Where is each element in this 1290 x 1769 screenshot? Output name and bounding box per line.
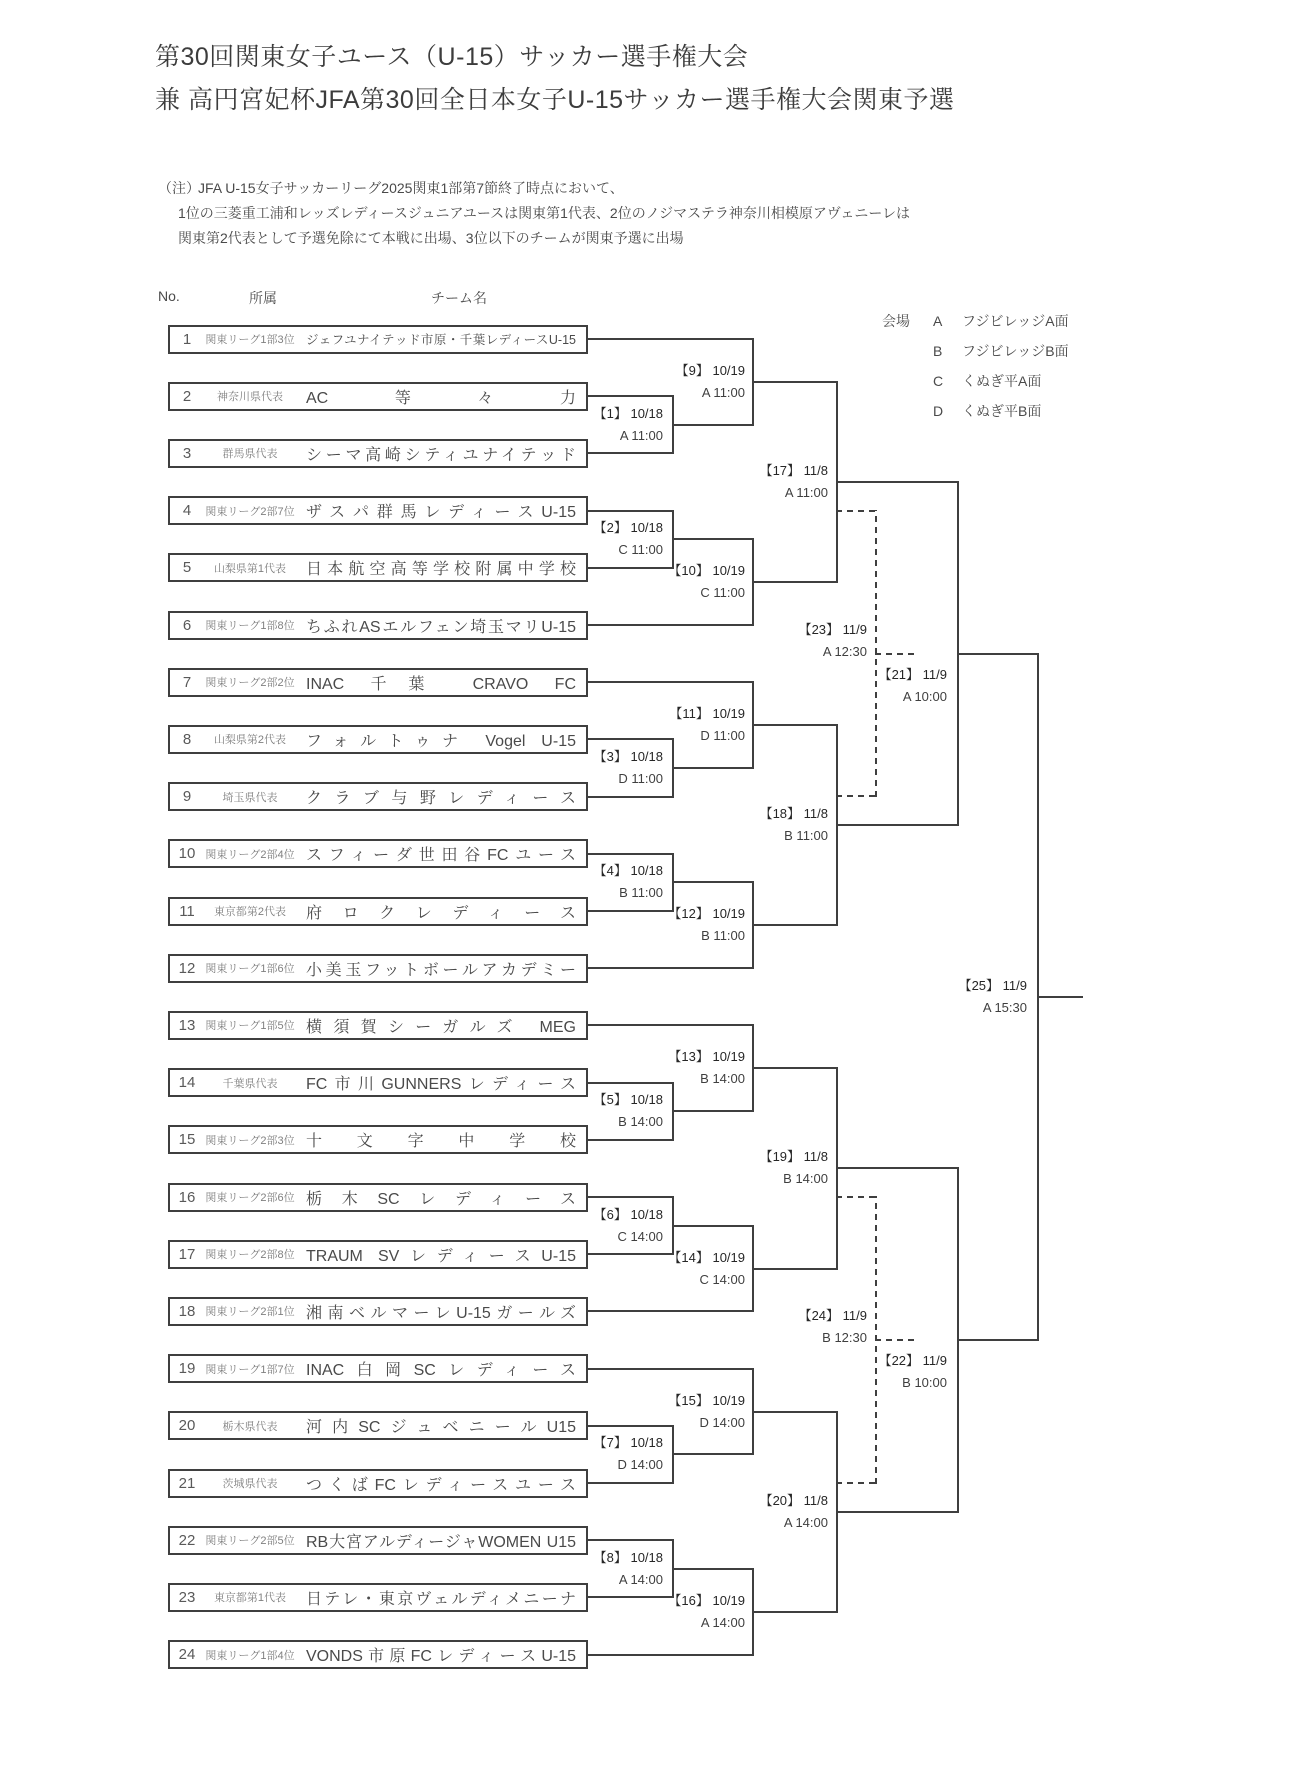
team-row [168,1183,588,1212]
team-name: 日本航空高等学校附属中学校 [306,561,576,579]
team-row [168,1297,588,1326]
team-row [168,954,588,983]
match-number-date: 【8】 10/18 [593,1549,663,1565]
team-affiliation: 関東リーグ1部7位 [205,1363,295,1376]
team-affiliation: 千葉県代表 [222,1077,278,1090]
match-venue-time: B 12:30 [822,1330,867,1345]
column-header-affiliation: 所属 [249,290,277,306]
bracket-line [752,1411,838,1413]
match-number-date: 【6】 10/18 [593,1206,663,1222]
team-row [168,553,588,582]
venue-name: フジビレッジA面 [962,313,1069,329]
team-name: FC市川GUNNERSレディース [306,1076,576,1094]
bracket-line [587,853,674,855]
bracket-line [957,1339,1039,1341]
team-row [168,668,588,697]
page-title [155,36,955,122]
note-text-2: 1位の三菱重工浦和レッズレディースジュニアユースは関東第1代表、2位のノジマステラ神奈川相模原アヴェニーレは [178,205,911,221]
match-label [533,517,663,561]
bracket-line [672,1453,754,1455]
team-row [168,782,588,811]
team-name: TRAUM SVレディースU-15 [306,1247,576,1265]
team-number: 23 [178,1588,196,1606]
column-header-no: No. [158,288,180,304]
team-affiliation: 関東リーグ1部8位 [205,620,295,632]
bracket-line [587,510,674,512]
team-row [168,1526,588,1555]
bracket-line [875,653,918,655]
bracket-line [587,452,674,454]
venue-name: くぬぎ平B面 [962,403,1042,419]
match-number-date: 【21】 11/9 [878,666,947,682]
match-label [615,1590,745,1634]
match-venue-time: C 11:00 [618,542,663,558]
bracket-line [1037,996,1083,998]
bracket-line [587,624,754,626]
team-name: つくばFCレディースユース [306,1476,576,1494]
match-number-date: 【17】 11/8 [759,463,828,478]
bracket-line [752,1067,838,1069]
match-label [615,1046,745,1090]
venue-code: A [933,313,943,329]
team-affiliation: 東京都第1代表 [213,1592,287,1605]
team-number: 6 [182,616,192,634]
team-row [168,439,588,468]
bracket-line [672,538,754,540]
match-label [533,1204,663,1248]
match-label [615,1390,745,1434]
match-number-date: 【4】 10/18 [593,863,663,879]
team-name: RB大宮アルディージャWOMEN U15 [306,1533,576,1551]
venue-row [882,396,1069,426]
bracket-line [672,1225,754,1227]
team-name: 小美玉フットボールアカデミー [306,961,576,979]
bracket-line [836,1482,877,1484]
team-affiliation: 神奈川県代表 [217,391,283,404]
team-number: 16 [178,1188,196,1206]
match-label [533,1432,663,1476]
match-venue-time: B 10:00 [902,1375,947,1390]
venue-row [882,306,1069,336]
match-label [897,975,1027,1019]
match-label [615,360,745,404]
team-name: 府ロクレディース [306,904,576,922]
team-affiliation: 関東リーグ1部6位 [205,963,295,976]
team-affiliation: 関東リーグ2部3位 [205,1134,295,1147]
match-label [615,1247,745,1291]
team-number: 3 [182,444,192,462]
note-block [158,176,910,251]
bracket-line [752,724,838,726]
match-venue-time: A 14:00 [618,1571,663,1587]
team-row [168,496,588,525]
team-name: INAC 千葉 CRAVO FC [306,675,576,693]
team-name: ザスパ群馬レディースU-15 [306,504,576,522]
team-number: 9 [182,788,192,806]
match-number-date: 【11】 10/19 [669,706,745,722]
match-venue-time: A 10:00 [902,688,947,704]
match-venue-time: B 14:00 [700,1071,745,1087]
bracket-line [836,1511,959,1513]
team-number: 8 [182,730,192,748]
match-venue-time: B 11:00 [619,885,663,901]
match-number-date: 【5】 10/18 [593,1092,663,1108]
match-venue-time: A 11:00 [701,384,745,400]
team-number: 10 [178,845,196,863]
team-name: AC等々力 [306,389,576,407]
team-row [168,325,588,354]
bracket-line [587,796,674,798]
match-label [698,1146,828,1190]
bracket-line [875,1339,918,1341]
bracket-line [672,881,754,883]
team-name: 栃木SCレディース [306,1190,576,1208]
venue-legend-label: 会場 [882,313,910,329]
match-venue-time: D 11:00 [700,728,745,744]
venue-name: フジビレッジB面 [962,343,1069,359]
bracket-line [672,1568,754,1570]
team-number: 4 [182,502,192,520]
team-name: ちふれASエルフェン埼玉マリU-15 [306,618,576,636]
team-affiliation: 山梨県第1代表 [213,562,287,575]
column-header-team: チーム名 [431,290,487,306]
match-venue-time: B 14:00 [618,1114,663,1130]
venue-code: C [933,373,944,389]
match-venue-time: B 11:00 [701,928,745,944]
bracket-line [587,1654,754,1656]
team-number: 14 [178,1074,196,1092]
match-number-date: 【10】 10/19 [668,563,745,579]
team-affiliation: 関東リーグ2部4位 [205,848,295,861]
match-label [737,619,867,663]
team-name: 横須賀シーガルズ MEG [306,1018,576,1036]
match-number-date: 【3】 10/18 [593,749,663,764]
team-number: 12 [178,959,196,977]
bracket-line [752,381,838,383]
team-name: スフィーダ世田谷FCユース [306,847,576,865]
team-row [168,382,588,411]
team-name: 湘南ベルマーレU-15ガールズ [306,1304,576,1322]
match-label [817,664,947,708]
match-venue-time: A 14:00 [700,1614,745,1630]
team-affiliation: 関東リーグ2部5位 [205,1535,295,1548]
team-row [168,1583,588,1612]
team-name: 十文字中学校 [306,1133,576,1151]
team-row [168,1354,588,1383]
team-number: 22 [178,1531,196,1549]
match-number-date: 【2】 10/18 [593,520,663,536]
team-row [168,1068,588,1097]
bracket-line [672,767,754,769]
team-row [168,611,588,640]
team-name: シーマ高崎シティユナイテッド [306,446,576,464]
team-row [168,725,588,754]
team-affiliation: 関東リーグ1部3位 [205,334,295,346]
team-row [168,1640,588,1669]
match-venue-time: A 14:00 [783,1514,828,1530]
team-affiliation: 関東リーグ2部7位 [205,505,295,518]
match-venue-time: A 15:30 [982,999,1027,1015]
venue-code: D [933,403,944,419]
team-row [168,1469,588,1498]
note-text-1: JFA U-15女子サッカーリーグ2025関東1部第7節終了時点において、 [198,180,624,196]
team-affiliation: 関東リーグ1部4位 [205,1649,295,1662]
bracket-line [587,1196,674,1198]
team-name: フォルトゥナ Vogel U-15 [306,732,576,750]
team-number: 13 [178,1016,196,1034]
bracket-line [836,824,959,826]
match-label [615,703,745,747]
match-venue-time: B 14:00 [783,1171,828,1187]
match-number-date: 【9】 10/19 [675,362,745,378]
match-label [533,1089,663,1133]
team-number: 1 [182,330,192,348]
team-name: クラブ与野レディース [306,790,576,808]
match-number-date: 【20】 11/8 [759,1492,828,1508]
match-label [737,1305,867,1349]
match-number-date: 【13】 10/19 [668,1049,745,1065]
match-label [615,903,745,947]
bracket-line [587,1139,674,1141]
team-affiliation: 関東リーグ2部8位 [205,1249,295,1262]
match-venue-time: D 14:00 [617,1457,663,1473]
team-affiliation: 東京都第2代表 [213,906,287,918]
match-venue-time: A 11:00 [619,427,663,443]
team-row [168,1240,588,1269]
team-name: ジェフユナイテッド市原・千葉レディースU-15 [306,333,576,347]
bracket-line [587,1310,754,1312]
team-affiliation: 群馬県代表 [222,448,278,461]
team-affiliation: 関東リーグ1部5位 [205,1020,295,1033]
bracket-line [752,924,838,926]
match-number-date: 【14】 10/19 [668,1249,745,1265]
team-affiliation: 関東リーグ2部6位 [205,1192,295,1204]
match-label [533,1547,663,1591]
team-name: VONDS市原FCレディースU-15 [306,1648,576,1666]
match-number-date: 【16】 10/19 [668,1592,745,1608]
bracket-line [587,1024,754,1026]
bracket-line [957,653,1039,655]
match-label [698,803,828,847]
team-affiliation: 山梨県第2代表 [213,734,287,747]
bracket-line [587,681,754,683]
team-number: 17 [178,1245,196,1263]
match-label [533,746,663,790]
venue-row [882,366,1069,396]
match-number-date: 【18】 11/8 [759,806,828,822]
team-name: 日テレ・東京ヴェルディメニーナ [306,1590,576,1608]
bracket-line [752,581,838,583]
note-prefix: （注） [158,180,200,196]
venue-name: くぬぎ平A面 [962,373,1042,389]
match-number-date: 【7】 10/18 [593,1435,663,1451]
match-venue-time: C 14:00 [699,1271,745,1287]
bracket-line [587,338,754,340]
match-number-date: 【25】 11/9 [958,977,1027,993]
match-label [533,403,663,447]
bracket-line [836,510,877,512]
match-number-date: 【15】 10/19 [668,1392,745,1408]
match-label [817,1350,947,1394]
team-number: 5 [182,559,192,577]
match-label [698,460,828,504]
team-affiliation: 茨城県代表 [222,1478,278,1490]
match-venue-time: B 11:00 [784,828,828,844]
bracket-line [752,1611,838,1613]
match-label [615,560,745,604]
bracket-line [836,481,959,483]
note-line [158,176,910,201]
bracket-line [587,1482,674,1484]
title-line-1: 第30回関東女子ユース（U-15）サッカー選手権大会 [155,43,749,71]
bracket-line [836,1167,959,1169]
team-number: 18 [178,1302,196,1320]
note-text-3: 関東第2代表として予選免除にて本戦に出場、3位以下のチームが関東予選に出場 [178,230,684,246]
team-number: 19 [178,1360,196,1378]
match-label [533,860,663,904]
bracket-line [587,967,754,969]
match-number-date: 【23】 11/9 [798,621,867,637]
venue-legend [882,306,1069,426]
team-row [168,1125,588,1154]
match-venue-time: C 14:00 [617,1228,663,1244]
team-affiliation: 埼玉県代表 [222,791,278,804]
bracket-line [836,1196,877,1198]
match-label [698,1490,828,1534]
venue-code: B [933,343,943,359]
bracket-line [836,795,877,797]
team-affiliation: 栃木県代表 [222,1420,278,1433]
team-name: 河内SCジュベニールU15 [306,1419,576,1437]
bracket-line [752,1268,838,1270]
bracket-line [672,424,754,426]
venue-row [882,336,1069,366]
team-number: 7 [182,673,192,691]
bracket-line [587,1539,674,1541]
match-number-date: 【19】 11/8 [759,1149,828,1165]
bracket-line [587,1368,754,1370]
team-row [168,1011,588,1040]
team-number: 11 [179,902,195,920]
match-venue-time: D 14:00 [699,1414,745,1430]
team-row [168,897,588,926]
match-venue-time: A 12:30 [822,643,867,659]
title-line-2: 兼 高円宮妃杯JFA第30回全日本女子U-15サッカー選手権大会関東予選 [155,86,955,114]
team-row [168,1411,588,1440]
team-row [168,839,588,868]
team-name: INAC白岡SCレディース [306,1362,576,1380]
team-number: 15 [178,1131,196,1149]
match-venue-time: D 11:00 [618,771,663,786]
match-number-date: 【12】 10/19 [668,906,745,922]
match-number-date: 【24】 11/9 [798,1308,867,1323]
team-number: 2 [182,387,192,405]
match-number-date: 【22】 11/9 [878,1353,947,1368]
bracket-line [672,1110,754,1112]
team-affiliation: 関東リーグ2部1位 [205,1306,295,1319]
match-venue-time: C 11:00 [700,585,745,601]
match-venue-time: A 11:00 [784,485,828,500]
match-number-date: 【1】 10/18 [593,405,663,421]
team-affiliation: 関東リーグ2部2位 [205,677,295,690]
team-number: 21 [178,1474,196,1492]
team-number: 24 [178,1646,196,1664]
team-number: 20 [178,1417,196,1435]
